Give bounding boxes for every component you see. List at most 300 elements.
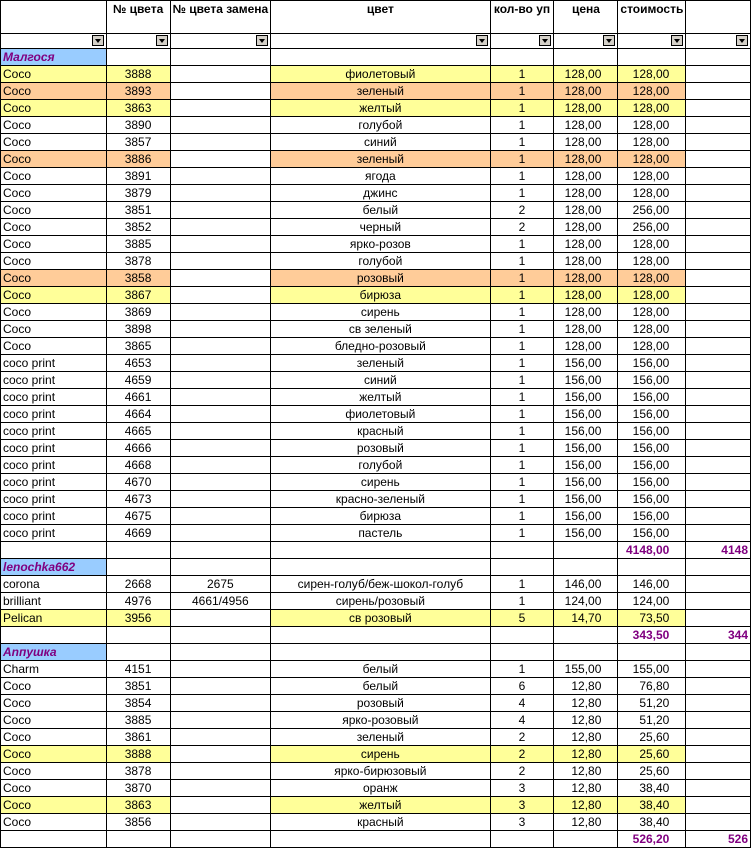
extra-cell[interactable] (686, 457, 751, 474)
color-replace-cell[interactable] (170, 270, 271, 287)
price-cell[interactable]: 12,80 (554, 712, 618, 729)
color-cell[interactable]: синий (271, 134, 490, 151)
price-cell[interactable]: 146,00 (554, 576, 618, 593)
cost-cell[interactable]: 25,60 (618, 763, 686, 780)
color-no-cell[interactable]: 3891 (106, 168, 170, 185)
color-no-cell[interactable]: 3885 (106, 236, 170, 253)
group-total-cell[interactable]: 343,50 (618, 627, 686, 644)
empty-cell[interactable] (686, 49, 751, 66)
color-cell[interactable]: красно-зеленый (271, 491, 490, 508)
cost-cell[interactable]: 73,50 (618, 610, 686, 627)
color-cell[interactable]: розовый (271, 695, 490, 712)
filter-dropdown-icon[interactable] (603, 35, 615, 46)
color-no-cell[interactable]: 3869 (106, 304, 170, 321)
qty-cell[interactable]: 1 (490, 508, 554, 525)
cost-cell[interactable]: 38,40 (618, 797, 686, 814)
color-cell[interactable]: желтый (271, 389, 490, 406)
extra-cell[interactable] (686, 117, 751, 134)
color-replace-cell[interactable] (170, 253, 271, 270)
color-no-cell[interactable]: 4653 (106, 355, 170, 372)
item-cell[interactable]: coco print (1, 372, 107, 389)
item-cell[interactable]: coco print (1, 389, 107, 406)
cost-cell[interactable]: 128,00 (618, 236, 686, 253)
qty-cell[interactable]: 1 (490, 355, 554, 372)
item-cell[interactable]: Charm (1, 661, 107, 678)
qty-cell[interactable]: 1 (490, 168, 554, 185)
color-cell[interactable]: фиолетовый (271, 66, 490, 83)
color-no-cell[interactable]: 4673 (106, 491, 170, 508)
price-cell[interactable]: 12,80 (554, 746, 618, 763)
empty-cell[interactable] (1, 831, 107, 848)
color-replace-cell[interactable] (170, 457, 271, 474)
extra-cell[interactable] (686, 100, 751, 117)
item-cell[interactable]: Coco (1, 746, 107, 763)
cost-cell[interactable]: 128,00 (618, 321, 686, 338)
qty-cell[interactable]: 2 (490, 746, 554, 763)
price-cell[interactable]: 128,00 (554, 185, 618, 202)
color-cell[interactable]: зеленый (271, 729, 490, 746)
qty-cell[interactable]: 1 (490, 253, 554, 270)
cost-cell[interactable]: 128,00 (618, 66, 686, 83)
item-cell[interactable]: Coco (1, 814, 107, 831)
qty-cell[interactable]: 1 (490, 83, 554, 100)
price-cell[interactable]: 128,00 (554, 304, 618, 321)
color-replace-cell[interactable] (170, 763, 271, 780)
qty-cell[interactable]: 1 (490, 474, 554, 491)
color-cell[interactable]: желтый (271, 797, 490, 814)
empty-cell[interactable] (170, 542, 271, 559)
color-replace-cell[interactable] (170, 117, 271, 134)
extra-cell[interactable] (686, 763, 751, 780)
extra-cell[interactable] (686, 661, 751, 678)
item-cell[interactable]: Coco (1, 695, 107, 712)
color-no-cell[interactable]: 2668 (106, 576, 170, 593)
price-cell[interactable]: 128,00 (554, 168, 618, 185)
qty-cell[interactable]: 1 (490, 100, 554, 117)
cost-cell[interactable]: 38,40 (618, 814, 686, 831)
color-replace-cell[interactable] (170, 797, 271, 814)
extra-cell[interactable] (686, 355, 751, 372)
item-cell[interactable]: coco print (1, 457, 107, 474)
extra-cell[interactable] (686, 780, 751, 797)
item-cell[interactable]: Coco (1, 270, 107, 287)
extra-cell[interactable] (686, 253, 751, 270)
empty-cell[interactable] (106, 644, 170, 661)
extra-cell[interactable] (686, 610, 751, 627)
color-no-cell[interactable]: 4665 (106, 423, 170, 440)
color-replace-cell[interactable] (170, 712, 271, 729)
qty-cell[interactable]: 3 (490, 814, 554, 831)
extra-cell[interactable] (686, 746, 751, 763)
color-replace-cell[interactable] (170, 423, 271, 440)
qty-cell[interactable]: 1 (490, 66, 554, 83)
qty-cell[interactable]: 5 (490, 610, 554, 627)
price-cell[interactable]: 128,00 (554, 253, 618, 270)
color-cell[interactable]: фиолетовый (271, 406, 490, 423)
color-replace-cell[interactable] (170, 406, 271, 423)
filter-dropdown-icon[interactable] (736, 35, 748, 46)
color-cell[interactable]: голубой (271, 253, 490, 270)
price-cell[interactable]: 156,00 (554, 440, 618, 457)
empty-cell[interactable] (271, 559, 490, 576)
cost-cell[interactable]: 156,00 (618, 491, 686, 508)
color-no-cell[interactable]: 3878 (106, 253, 170, 270)
extra-cell[interactable] (686, 168, 751, 185)
color-replace-cell[interactable] (170, 661, 271, 678)
empty-cell[interactable] (618, 644, 686, 661)
extra-cell[interactable] (686, 321, 751, 338)
color-no-cell[interactable]: 3854 (106, 695, 170, 712)
item-cell[interactable]: Coco (1, 304, 107, 321)
color-cell[interactable]: синий (271, 372, 490, 389)
color-cell[interactable]: сирень (271, 304, 490, 321)
empty-cell[interactable] (490, 644, 554, 661)
color-cell[interactable]: ярко-бирюзовый (271, 763, 490, 780)
color-no-cell[interactable]: 3863 (106, 100, 170, 117)
color-no-cell[interactable]: 3879 (106, 185, 170, 202)
color-cell[interactable]: розовый (271, 440, 490, 457)
empty-cell[interactable] (106, 49, 170, 66)
empty-cell[interactable] (170, 627, 271, 644)
color-cell[interactable]: пастель (271, 525, 490, 542)
color-cell[interactable]: белый (271, 661, 490, 678)
price-cell[interactable]: 12,80 (554, 729, 618, 746)
color-no-cell[interactable]: 3878 (106, 763, 170, 780)
color-cell[interactable]: сирен-голуб/беж-шокол-голуб (271, 576, 490, 593)
color-replace-cell[interactable] (170, 491, 271, 508)
extra-cell[interactable] (686, 287, 751, 304)
price-cell[interactable]: 155,00 (554, 661, 618, 678)
color-replace-cell[interactable] (170, 814, 271, 831)
color-replace-cell[interactable] (170, 610, 271, 627)
empty-cell[interactable] (170, 49, 271, 66)
item-cell[interactable]: Coco (1, 66, 107, 83)
cost-cell[interactable]: 25,60 (618, 746, 686, 763)
item-cell[interactable]: Coco (1, 678, 107, 695)
color-replace-cell[interactable] (170, 338, 271, 355)
color-cell[interactable]: голубой (271, 117, 490, 134)
cost-cell[interactable]: 128,00 (618, 168, 686, 185)
cost-cell[interactable]: 38,40 (618, 780, 686, 797)
color-replace-cell[interactable] (170, 695, 271, 712)
extra-cell[interactable] (686, 814, 751, 831)
empty-cell[interactable] (618, 49, 686, 66)
cost-cell[interactable]: 156,00 (618, 474, 686, 491)
empty-cell[interactable] (554, 831, 618, 848)
item-cell[interactable]: coco print (1, 491, 107, 508)
cost-cell[interactable]: 124,00 (618, 593, 686, 610)
price-cell[interactable]: 156,00 (554, 423, 618, 440)
extra-cell[interactable] (686, 270, 751, 287)
item-cell[interactable]: Coco (1, 100, 107, 117)
item-cell[interactable]: coco print (1, 355, 107, 372)
price-cell[interactable]: 156,00 (554, 508, 618, 525)
empty-cell[interactable] (554, 644, 618, 661)
item-cell[interactable]: Coco (1, 321, 107, 338)
cost-cell[interactable]: 128,00 (618, 100, 686, 117)
filter-dropdown-icon[interactable] (539, 35, 551, 46)
extra-cell[interactable] (686, 338, 751, 355)
qty-cell[interactable]: 1 (490, 270, 554, 287)
item-cell[interactable]: Coco (1, 219, 107, 236)
qty-cell[interactable]: 2 (490, 729, 554, 746)
group-total-cell[interactable]: 4148,00 (618, 542, 686, 559)
item-cell[interactable]: Coco (1, 151, 107, 168)
color-cell[interactable]: красный (271, 423, 490, 440)
price-cell[interactable]: 128,00 (554, 83, 618, 100)
item-cell[interactable]: Coco (1, 83, 107, 100)
cost-cell[interactable]: 156,00 (618, 423, 686, 440)
empty-cell[interactable] (106, 627, 170, 644)
empty-cell[interactable] (554, 559, 618, 576)
qty-cell[interactable]: 1 (490, 576, 554, 593)
item-cell[interactable]: Coco (1, 185, 107, 202)
cost-cell[interactable]: 128,00 (618, 151, 686, 168)
qty-cell[interactable]: 1 (490, 525, 554, 542)
group-total-rounded-cell[interactable]: 4148 (686, 542, 751, 559)
extra-cell[interactable] (686, 695, 751, 712)
item-cell[interactable]: Coco (1, 253, 107, 270)
color-replace-cell[interactable] (170, 151, 271, 168)
extra-cell[interactable] (686, 406, 751, 423)
filter-dropdown-icon[interactable] (156, 35, 168, 46)
color-cell[interactable]: ярко-розовый (271, 712, 490, 729)
color-no-cell[interactable]: 3893 (106, 83, 170, 100)
extra-cell[interactable] (686, 236, 751, 253)
price-cell[interactable]: 128,00 (554, 100, 618, 117)
price-cell[interactable]: 128,00 (554, 321, 618, 338)
qty-cell[interactable]: 6 (490, 678, 554, 695)
empty-cell[interactable] (554, 627, 618, 644)
extra-cell[interactable] (686, 593, 751, 610)
price-cell[interactable]: 12,80 (554, 763, 618, 780)
item-cell[interactable]: brilliant (1, 593, 107, 610)
extra-cell[interactable] (686, 491, 751, 508)
item-cell[interactable]: Coco (1, 712, 107, 729)
empty-cell[interactable] (618, 559, 686, 576)
color-cell[interactable]: зеленый (271, 151, 490, 168)
cost-cell[interactable]: 128,00 (618, 253, 686, 270)
item-cell[interactable]: Coco (1, 338, 107, 355)
cost-cell[interactable]: 128,00 (618, 287, 686, 304)
group-name-cell[interactable]: Anпушка (1, 644, 107, 661)
price-cell[interactable]: 156,00 (554, 389, 618, 406)
color-cell[interactable]: розовый (271, 270, 490, 287)
item-cell[interactable]: Coco (1, 763, 107, 780)
color-no-cell[interactable]: 3885 (106, 712, 170, 729)
color-replace-cell[interactable]: 4661/4956 (170, 593, 271, 610)
item-cell[interactable]: Coco (1, 236, 107, 253)
cost-cell[interactable]: 156,00 (618, 457, 686, 474)
price-cell[interactable]: 12,80 (554, 780, 618, 797)
qty-cell[interactable]: 1 (490, 423, 554, 440)
color-replace-cell[interactable] (170, 474, 271, 491)
empty-cell[interactable] (1, 542, 107, 559)
cost-cell[interactable]: 51,20 (618, 712, 686, 729)
price-cell[interactable]: 156,00 (554, 355, 618, 372)
extra-cell[interactable] (686, 423, 751, 440)
color-replace-cell[interactable] (170, 355, 271, 372)
price-cell[interactable]: 128,00 (554, 219, 618, 236)
filter-dropdown-icon[interactable] (256, 35, 268, 46)
price-cell[interactable]: 128,00 (554, 236, 618, 253)
qty-cell[interactable]: 1 (490, 372, 554, 389)
cost-cell[interactable]: 156,00 (618, 525, 686, 542)
qty-cell[interactable]: 3 (490, 797, 554, 814)
extra-cell[interactable] (686, 712, 751, 729)
color-cell[interactable]: сирень (271, 474, 490, 491)
color-cell[interactable]: сирень (271, 746, 490, 763)
qty-cell[interactable]: 4 (490, 712, 554, 729)
color-cell[interactable]: зеленый (271, 355, 490, 372)
color-no-cell[interactable]: 3865 (106, 338, 170, 355)
empty-cell[interactable] (490, 542, 554, 559)
filter-dropdown-icon[interactable] (92, 35, 104, 46)
item-cell[interactable]: coco print (1, 508, 107, 525)
color-replace-cell[interactable] (170, 287, 271, 304)
color-no-cell[interactable]: 4659 (106, 372, 170, 389)
extra-cell[interactable] (686, 372, 751, 389)
color-replace-cell[interactable]: 2675 (170, 576, 271, 593)
cost-cell[interactable]: 146,00 (618, 576, 686, 593)
item-cell[interactable]: Coco (1, 202, 107, 219)
empty-cell[interactable] (554, 49, 618, 66)
item-cell[interactable]: Coco (1, 134, 107, 151)
group-total-cell[interactable]: 526,20 (618, 831, 686, 848)
color-no-cell[interactable]: 4670 (106, 474, 170, 491)
extra-cell[interactable] (686, 525, 751, 542)
qty-cell[interactable]: 1 (490, 304, 554, 321)
cost-cell[interactable]: 128,00 (618, 134, 686, 151)
cost-cell[interactable]: 156,00 (618, 508, 686, 525)
color-cell[interactable]: сирень/розовый (271, 593, 490, 610)
empty-cell[interactable] (490, 559, 554, 576)
color-cell[interactable]: желтый (271, 100, 490, 117)
price-cell[interactable]: 128,00 (554, 338, 618, 355)
empty-cell[interactable] (170, 831, 271, 848)
extra-cell[interactable] (686, 151, 751, 168)
color-no-cell[interactable]: 4976 (106, 593, 170, 610)
empty-cell[interactable] (554, 542, 618, 559)
color-cell[interactable]: оранж (271, 780, 490, 797)
color-replace-cell[interactable] (170, 508, 271, 525)
qty-cell[interactable]: 1 (490, 406, 554, 423)
extra-cell[interactable] (686, 219, 751, 236)
empty-cell[interactable] (490, 627, 554, 644)
filter-dropdown-icon[interactable] (671, 35, 683, 46)
qty-cell[interactable]: 2 (490, 202, 554, 219)
color-no-cell[interactable]: 4675 (106, 508, 170, 525)
empty-cell[interactable] (271, 644, 490, 661)
price-cell[interactable]: 156,00 (554, 525, 618, 542)
color-replace-cell[interactable] (170, 678, 271, 695)
qty-cell[interactable]: 1 (490, 440, 554, 457)
price-cell[interactable]: 156,00 (554, 372, 618, 389)
cost-cell[interactable]: 256,00 (618, 202, 686, 219)
extra-cell[interactable] (686, 678, 751, 695)
color-no-cell[interactable]: 4661 (106, 389, 170, 406)
item-cell[interactable]: coco print (1, 440, 107, 457)
qty-cell[interactable]: 1 (490, 117, 554, 134)
qty-cell[interactable]: 1 (490, 338, 554, 355)
extra-cell[interactable] (686, 202, 751, 219)
price-cell[interactable]: 12,80 (554, 797, 618, 814)
color-no-cell[interactable]: 3898 (106, 321, 170, 338)
cost-cell[interactable]: 128,00 (618, 304, 686, 321)
cost-cell[interactable]: 128,00 (618, 117, 686, 134)
item-cell[interactable]: Pelican (1, 610, 107, 627)
price-cell[interactable]: 128,00 (554, 151, 618, 168)
price-cell[interactable]: 12,80 (554, 695, 618, 712)
empty-cell[interactable] (686, 559, 751, 576)
empty-cell[interactable] (106, 542, 170, 559)
color-replace-cell[interactable] (170, 236, 271, 253)
color-replace-cell[interactable] (170, 746, 271, 763)
color-replace-cell[interactable] (170, 304, 271, 321)
color-no-cell[interactable]: 3888 (106, 66, 170, 83)
color-no-cell[interactable]: 3858 (106, 270, 170, 287)
item-cell[interactable]: coco print (1, 474, 107, 491)
cost-cell[interactable]: 128,00 (618, 338, 686, 355)
item-cell[interactable]: Coco (1, 780, 107, 797)
color-no-cell[interactable]: 3867 (106, 287, 170, 304)
color-no-cell[interactable]: 3851 (106, 678, 170, 695)
cost-cell[interactable]: 156,00 (618, 372, 686, 389)
color-replace-cell[interactable] (170, 780, 271, 797)
price-cell[interactable]: 156,00 (554, 491, 618, 508)
color-no-cell[interactable]: 3861 (106, 729, 170, 746)
extra-cell[interactable] (686, 508, 751, 525)
empty-cell[interactable] (1, 627, 107, 644)
item-cell[interactable]: Coco (1, 287, 107, 304)
cost-cell[interactable]: 155,00 (618, 661, 686, 678)
qty-cell[interactable]: 1 (490, 321, 554, 338)
color-no-cell[interactable]: 3856 (106, 814, 170, 831)
color-replace-cell[interactable] (170, 389, 271, 406)
cost-cell[interactable]: 128,00 (618, 185, 686, 202)
color-replace-cell[interactable] (170, 321, 271, 338)
qty-cell[interactable]: 1 (490, 185, 554, 202)
color-no-cell[interactable]: 4669 (106, 525, 170, 542)
color-replace-cell[interactable] (170, 372, 271, 389)
qty-cell[interactable]: 1 (490, 287, 554, 304)
color-cell[interactable]: белый (271, 202, 490, 219)
color-no-cell[interactable]: 3863 (106, 797, 170, 814)
item-cell[interactable]: Coco (1, 797, 107, 814)
item-cell[interactable]: coco print (1, 406, 107, 423)
extra-cell[interactable] (686, 66, 751, 83)
cost-cell[interactable]: 156,00 (618, 440, 686, 457)
cost-cell[interactable]: 256,00 (618, 219, 686, 236)
color-cell[interactable]: красный (271, 814, 490, 831)
color-no-cell[interactable]: 4666 (106, 440, 170, 457)
extra-cell[interactable] (686, 134, 751, 151)
cost-cell[interactable]: 51,20 (618, 695, 686, 712)
color-cell[interactable]: бледно-розовый (271, 338, 490, 355)
color-cell[interactable]: черный (271, 219, 490, 236)
color-replace-cell[interactable] (170, 66, 271, 83)
price-cell[interactable]: 128,00 (554, 66, 618, 83)
qty-cell[interactable]: 1 (490, 134, 554, 151)
color-cell[interactable]: ягода (271, 168, 490, 185)
cost-cell[interactable]: 156,00 (618, 389, 686, 406)
cost-cell[interactable]: 156,00 (618, 406, 686, 423)
color-cell[interactable]: ярко-розов (271, 236, 490, 253)
color-replace-cell[interactable] (170, 83, 271, 100)
price-cell[interactable]: 156,00 (554, 457, 618, 474)
empty-cell[interactable] (106, 831, 170, 848)
price-cell[interactable]: 156,00 (554, 474, 618, 491)
